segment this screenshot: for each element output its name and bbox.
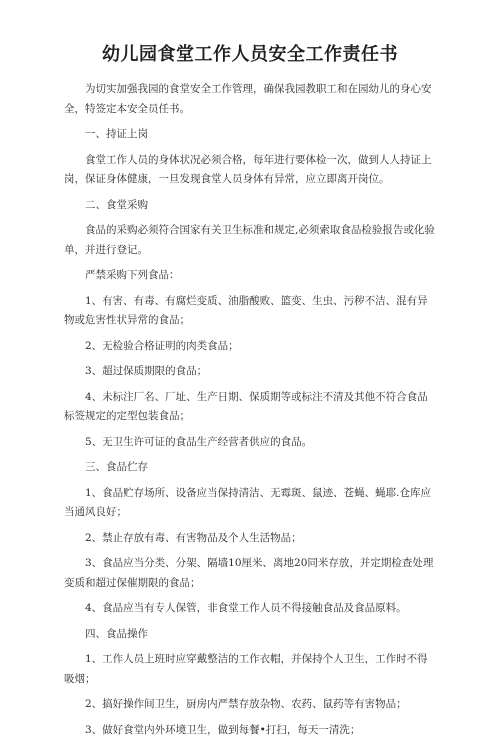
document-title: 幼儿园食堂工作人员安全工作责任书 <box>64 40 436 66</box>
paragraph: 食堂工作人员的身体状况必须合格，每年进行要体检一次，做到人人持证上岗，保证身体健康，一旦发现食堂人员身体有异常，应立即离开岗位。 <box>64 151 436 190</box>
list-item: 3、食品应当分类、分架、隔墙10厘米、离地20同米存放，并定期检查处理变质和超过保催期限的食品； <box>64 554 436 593</box>
list-item: 3、超过保质期限的食品； <box>64 362 436 382</box>
intro-paragraph: 为切实加强我园的食堂安全工作管理，确保我园教职工和在园幼儿的身心安全，特签定本安全员任书。 <box>64 80 436 119</box>
list-item: 1、有害、有毒、有腐烂变质、油脂酸败、篮变、生虫、污秽不洁、混有异物或危害性状异常的食品； <box>64 292 436 331</box>
paragraph: 食品的采购必须符合国家有关卫生标准和规定,必须索取食品检验报告或化验单，并进行登记。 <box>64 221 436 260</box>
list-item: 2、禁止存放有毒、有害物品及个人生活物品； <box>64 529 436 549</box>
list-item: 1、食品贮存场所、设备应当保持清洁、无霉斑、鼠迹、苍蝇、蝇耶.仓库应当通风良好； <box>64 484 436 523</box>
list-item: 2、搞好操作间卫生，厨房内严禁存放杂物、农药、鼠药等有害物品； <box>64 695 436 715</box>
list-item: 1、工作人员上班时应穿戴整洁的工作衣帽，并保持个人卫生，工作时不得吸烟； <box>64 650 436 689</box>
list-item: 4、未标注厂名、厂址、生产日期、保质期等或标注不清及其他不符合食品标签规定的定型包装食品； <box>64 388 436 427</box>
section-heading-2: 二、食堂采购 <box>64 196 436 216</box>
paragraph: 严禁采购下列食品： <box>64 266 436 286</box>
section-heading-1: 一、持证上岗 <box>64 125 436 145</box>
list-item: 3、做好食堂内外环境卫生，做到每餐•打扫，每天一清洗； <box>64 721 436 740</box>
document-body <box>64 80 436 740</box>
section-heading-3: 三、食品伫存 <box>64 458 436 478</box>
list-item: 4、食品应当有专人保管，非食堂工作人员不得接触食品及食品原料。 <box>64 599 436 619</box>
section-heading-4: 四、食品操作 <box>64 625 436 645</box>
list-item: 2、无检验合格证明的肉类食品； <box>64 337 436 357</box>
list-item: 5、无卫生许可证的食品生产经营者供应的食品。 <box>64 433 436 453</box>
